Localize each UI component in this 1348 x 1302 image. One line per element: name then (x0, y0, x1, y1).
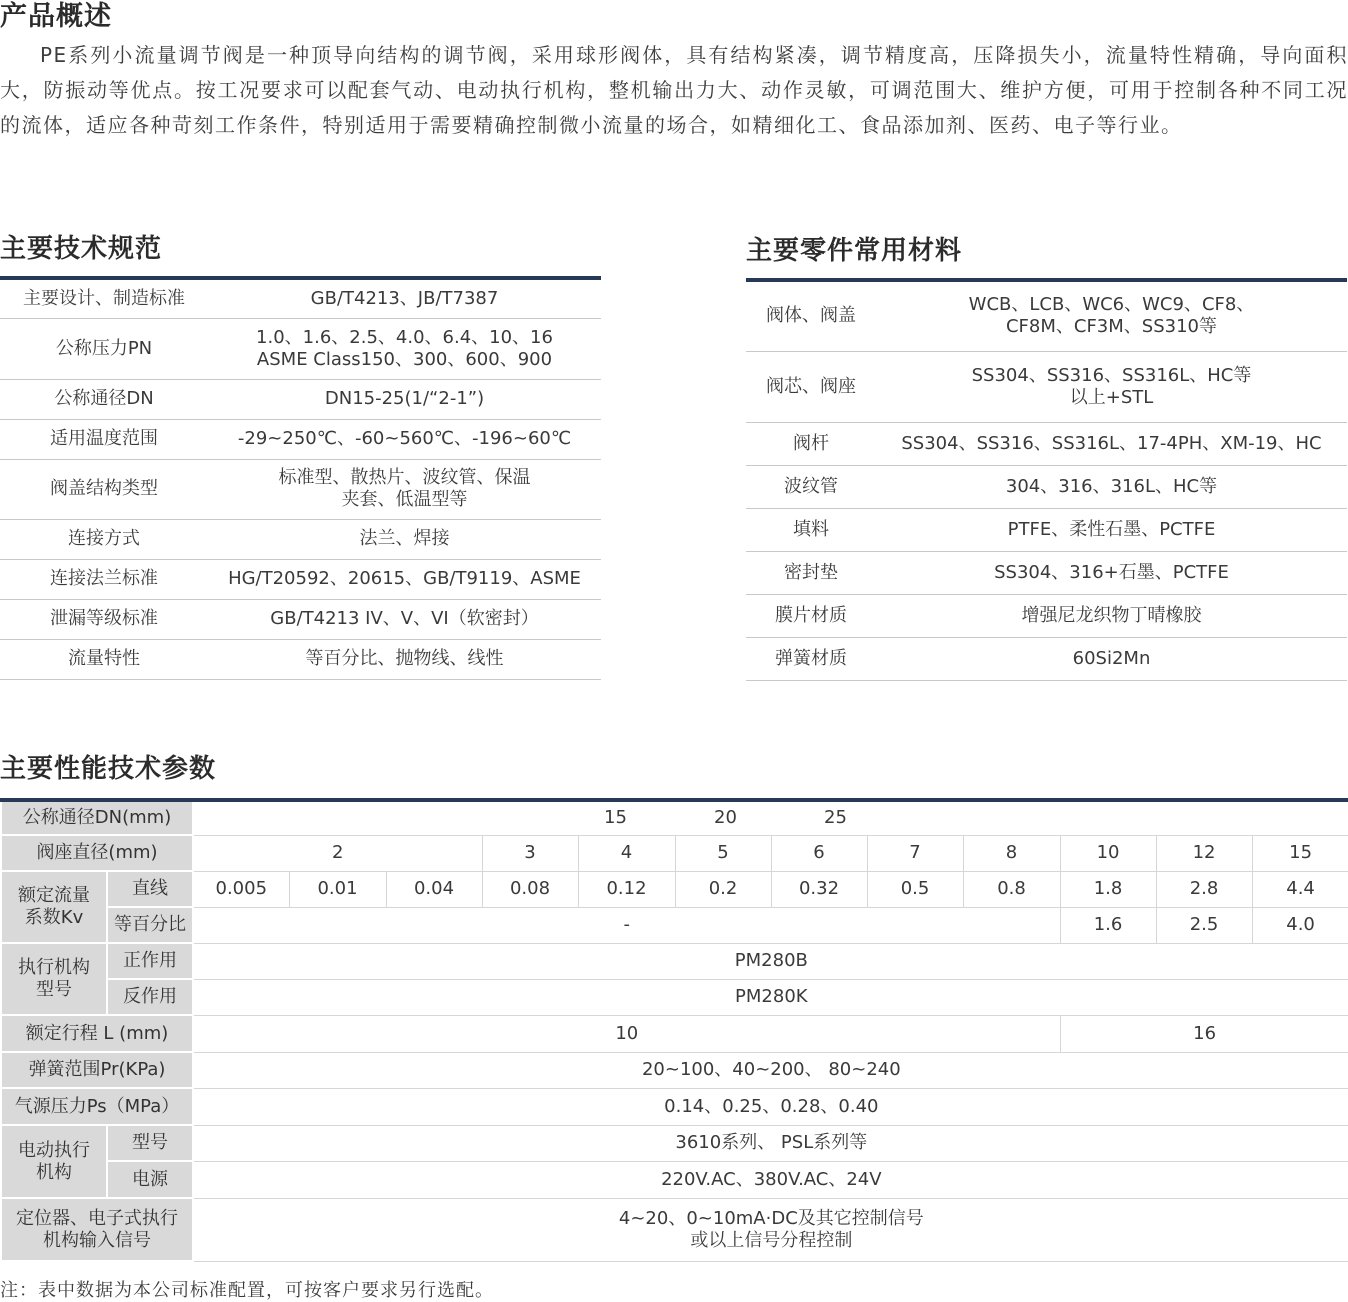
spec-label: 连接方式 (0, 519, 208, 559)
material-value-line: CF8M、CF3M、SS310等 (1005, 316, 1218, 338)
kv-eq-label: 等百分比 (107, 907, 193, 943)
material-label: 弹簧材质 (746, 637, 876, 680)
kv-label: 额定流量系数Kv (1, 871, 107, 943)
seat-value: 10 (1060, 835, 1156, 871)
seat-label: 阀座直径(mm) (1, 835, 193, 871)
kv-linear-value: 0.005 (193, 871, 289, 907)
kv-eq-value: 1.6 (1060, 907, 1156, 943)
spec-value-line: 标准型、散热片、波纹管、保温 (278, 467, 531, 488)
kv-linear-label: 直线 (107, 871, 193, 907)
table-row (0, 278, 601, 318)
materials-table (746, 278, 1347, 681)
material-label: 填料 (746, 508, 876, 551)
dn-label: 公称通径DN(mm) (1, 800, 193, 835)
spec-label: 泄漏等级标准 (0, 599, 208, 639)
table-row (0, 519, 601, 559)
table-row (1, 871, 1348, 907)
material-value-line: WCB、LCB、WC6、WC9、CF8、 (968, 294, 1255, 316)
signal-value-line: 或以上信号分程控制 (690, 1229, 853, 1251)
kv-eq-dash: - (193, 907, 1060, 943)
spec-value-line: 夹套、低温型等 (341, 489, 468, 510)
spec-value: HG/T20592、20615、GB/T9119、ASME (208, 559, 601, 599)
stroke-value: 10 (193, 1015, 1060, 1052)
kv-linear-value: 0.32 (771, 871, 867, 907)
spring-label: 弹簧范围Pr(KPa) (1, 1052, 193, 1088)
material-value: PTFE、柔性石墨、PCTFE (876, 508, 1347, 551)
air-label: 气源压力Ps（MPa） (1, 1088, 193, 1125)
seat-value: 15 (1252, 835, 1348, 871)
performance-table (0, 798, 1348, 1262)
dn-values (193, 800, 1348, 835)
spec-label: 主要设计、制造标准 (0, 278, 208, 318)
kv-linear-value: 0.04 (386, 871, 482, 907)
seat-value: 7 (867, 835, 963, 871)
kv-linear-value: 4.4 (1252, 871, 1348, 907)
table-row (746, 465, 1347, 508)
dn-value: 15 (604, 807, 627, 829)
spec-value: DN15-25(1/“2-1”) (208, 379, 601, 419)
material-value: SS304、316+石墨、PCTFE (876, 551, 1347, 594)
specs-table (0, 276, 601, 680)
power-value: 220V.AC、380V.AC、24V (193, 1161, 1348, 1198)
material-value-line: 以上+STL (1069, 386, 1154, 408)
spec-value-line: ASME Class150、300、600、900 (256, 348, 553, 370)
kv-linear-value: 0.12 (578, 871, 675, 907)
table-row (1, 835, 1348, 871)
table-row (746, 508, 1347, 551)
material-value: 304、316、316L、HC等 (876, 465, 1347, 508)
spec-label: 公称压力PN (0, 318, 208, 379)
spec-value: -29~250℃、-60~560℃、-196~60℃ (208, 419, 601, 459)
material-label: 阀体、阀盖 (746, 280, 876, 351)
kv-linear-value: 0.2 (675, 871, 771, 907)
footnote: 注：表中数据为本公司标准配置，可按客户要求另行选配。 (0, 1280, 494, 1301)
actuator-label: 执行机构型号 (1, 943, 107, 1015)
spec-value (208, 318, 601, 379)
material-label: 膜片材质 (746, 594, 876, 637)
material-label: 阀芯、阀座 (746, 351, 876, 422)
kv-linear-value: 0.8 (963, 871, 1060, 907)
table-row (1, 1125, 1348, 1161)
table-row (0, 419, 601, 459)
direct-value: PM280B (193, 943, 1348, 979)
stroke-value: 16 (1060, 1015, 1348, 1052)
table-row (1, 1161, 1348, 1198)
spec-value: GB/T4213 IV、V、VI（软密封） (208, 599, 601, 639)
power-label: 电源 (107, 1161, 193, 1198)
table-row (746, 351, 1347, 422)
overview-title: 产品概述 (0, 1, 112, 32)
table-row (1, 943, 1348, 979)
kv-linear-value: 0.5 (867, 871, 963, 907)
seat-value: 12 (1156, 835, 1252, 871)
material-label: 阀杆 (746, 422, 876, 465)
table-row (746, 594, 1347, 637)
table-row (746, 280, 1347, 351)
kv-eq-value: 2.5 (1156, 907, 1252, 943)
table-row (1, 979, 1348, 1015)
table-row (0, 379, 601, 419)
material-value (876, 280, 1347, 351)
materials-title: 主要零件常用材料 (746, 236, 963, 266)
stroke-label: 额定行程 L (mm) (1, 1015, 193, 1052)
spec-value: GB/T4213、JB/T7387 (208, 278, 601, 318)
material-value: SS304、SS316、SS316L、17-4PH、XM-19、HC (876, 422, 1347, 465)
seat-value: 5 (675, 835, 771, 871)
spec-label: 适用温度范围 (0, 419, 208, 459)
reverse-label: 反作用 (107, 979, 193, 1015)
material-label: 波纹管 (746, 465, 876, 508)
spec-value (208, 459, 601, 519)
seat-value: 2 (193, 835, 482, 871)
spec-label: 流量特性 (0, 639, 208, 679)
table-row (746, 551, 1347, 594)
seat-value: 3 (482, 835, 578, 871)
table-row (0, 639, 601, 679)
spec-value: 法兰、焊接 (208, 519, 601, 559)
material-value: 60Si2Mn (876, 637, 1347, 680)
signal-value-line: 4~20、0~10mA·DC及其它控制信号 (618, 1207, 924, 1229)
electric-label: 电动执行机构 (1, 1125, 107, 1198)
overview-text: PE系列小流量调节阀是一种顶导向结构的调节阀，采用球形阀体，具有结构紧凑，调节精度高，压降损失小，流量特性精确，导向面积大，防振动等优点。按工况要求可以配套气动、电动执行机构，整机输出力大、动作灵敏，可调范围大、维护方便，可用于控制各种不同工况的流体，适应各种苛刻工作条件，特别适用于需要精确控制微小流量的场合，如精细化工、食品添加剂、医药、电子等行业。 (0, 43, 1348, 137)
kv-linear-value: 2.8 (1156, 871, 1252, 907)
spec-label: 阀盖结构类型 (0, 459, 208, 519)
table-row (1, 1198, 1348, 1261)
spec-label: 连接法兰标准 (0, 559, 208, 599)
performance-title: 主要性能技术参数 (0, 754, 217, 784)
table-row (746, 637, 1347, 680)
model-label: 型号 (107, 1125, 193, 1161)
air-value: 0.14、0.25、0.28、0.40 (193, 1088, 1348, 1125)
spring-value: 20~100、40~200、 80~240 (193, 1052, 1348, 1088)
dn-value: 25 (824, 807, 847, 829)
table-row (1, 1015, 1348, 1052)
table-row (1, 1052, 1348, 1088)
dn-value: 20 (714, 807, 737, 829)
table-row (0, 318, 601, 379)
seat-value: 4 (578, 835, 675, 871)
direct-label: 正作用 (107, 943, 193, 979)
table-row (1, 1088, 1348, 1125)
model-value: 3610系列、 PSL系列等 (193, 1125, 1348, 1161)
table-row (1, 907, 1348, 943)
kv-eq-value: 4.0 (1252, 907, 1348, 943)
seat-value: 6 (771, 835, 867, 871)
signal-value (193, 1198, 1348, 1261)
material-label: 密封垫 (746, 551, 876, 594)
spec-label: 公称通径DN (0, 379, 208, 419)
reverse-value: PM280K (193, 979, 1348, 1015)
material-value (876, 351, 1347, 422)
table-row (0, 599, 601, 639)
spec-value: 等百分比、抛物线、线性 (208, 639, 601, 679)
material-value: 增强尼龙织物丁晴橡胶 (876, 594, 1347, 637)
seat-value: 8 (963, 835, 1060, 871)
table-row (746, 422, 1347, 465)
kv-linear-value: 0.08 (482, 871, 578, 907)
material-value-line: SS304、SS316、SS316L、HC等 (971, 364, 1252, 386)
kv-linear-value: 1.8 (1060, 871, 1156, 907)
table-row (1, 800, 1348, 835)
specs-title: 主要技术规范 (0, 234, 163, 264)
table-row (0, 559, 601, 599)
signal-label: 定位器、电子式执行机构输入信号 (1, 1198, 193, 1261)
spec-value-line: 1.0、1.6、2.5、4.0、6.4、10、16 (256, 326, 553, 348)
table-row (0, 459, 601, 519)
kv-linear-value: 0.01 (289, 871, 386, 907)
